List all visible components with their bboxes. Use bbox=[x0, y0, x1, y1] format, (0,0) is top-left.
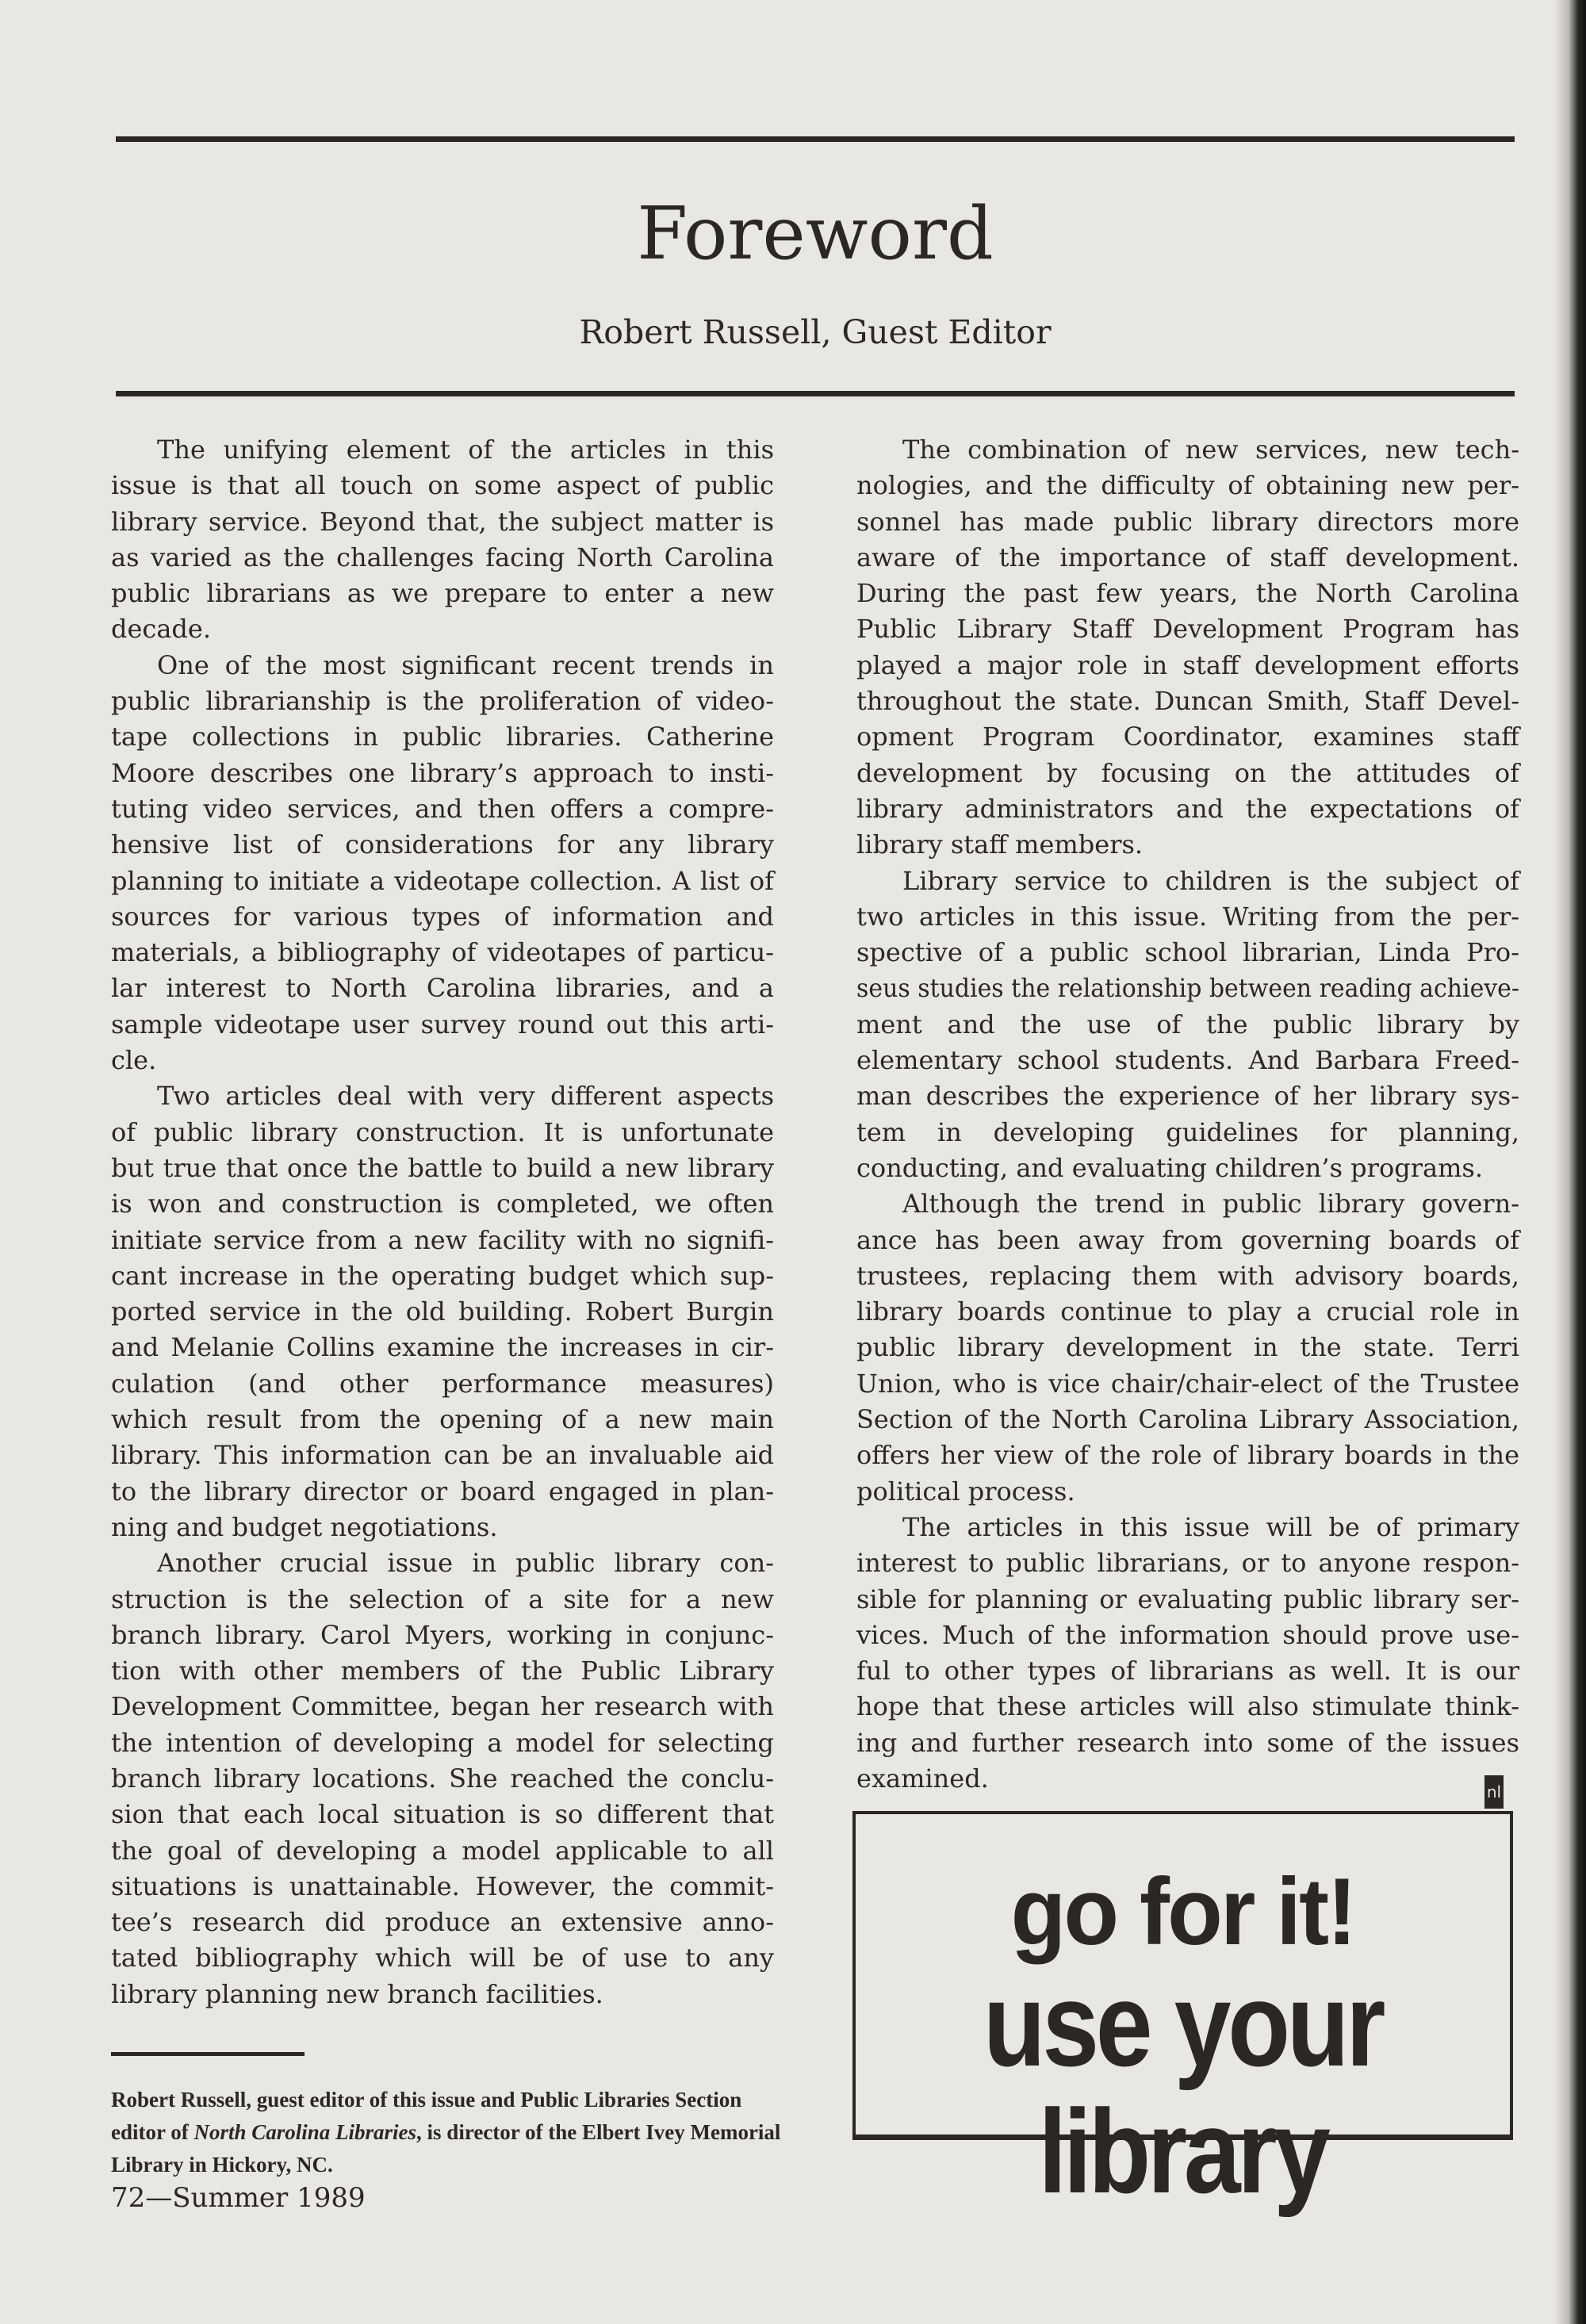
paragraph-line: The combination of new services, new tech- bbox=[902, 435, 1519, 465]
paragraph-line: the goal of developing a model applicable to all bbox=[111, 1835, 774, 1866]
paragraph-line: which result from the opening of a new main bbox=[111, 1404, 774, 1435]
footnote-text: Robert Russell, guest editor of this issue and Public Libraries Section editor of bbox=[111, 2088, 742, 2144]
paragraph-line: situations is unattainable. However, the commit- bbox=[111, 1870, 774, 1901]
paragraph-line: branch library. Carol Myers, working in conjunc- bbox=[111, 1619, 774, 1650]
paragraph-line: is won and construction is completed, we often bbox=[111, 1189, 774, 1219]
paragraph-line: ance has been away from governing boards of bbox=[856, 1224, 1519, 1255]
paragraph-line: tem in developing guidelines for planning, bbox=[856, 1116, 1519, 1147]
paragraph-line: ported service in the old building. Robert Burgin bbox=[111, 1296, 774, 1327]
paragraph-line: ning and budget negotiations. bbox=[111, 1511, 498, 1542]
paragraph-line: sion that each local situation is so different that bbox=[111, 1799, 774, 1830]
paragraph-line: but true that once the battle to build a new library bbox=[111, 1152, 774, 1183]
paragraph-line: tee’s research did produce an extensive anno- bbox=[111, 1907, 774, 1938]
ad-tagline: use your library bbox=[983, 1958, 1383, 2218]
footnote-rule bbox=[111, 2052, 305, 2056]
top-rule bbox=[116, 136, 1515, 142]
paragraph-line: sources for various types of information and bbox=[111, 901, 774, 932]
paragraph-line: branch library locations. She reached the conclu- bbox=[111, 1763, 774, 1794]
paragraph-line: two articles in this issue. Writing from the per- bbox=[856, 901, 1519, 932]
paragraph-line: During the past few years, the North Carolina bbox=[856, 578, 1519, 609]
paragraph-line: offers her view of the role of library boards in the bbox=[856, 1440, 1519, 1471]
paragraph-line: played a major role in staff development efforts bbox=[856, 649, 1519, 680]
paragraph-line: The articles in this issue will be of primary bbox=[902, 1511, 1519, 1542]
paragraph-line: spective of a public school librarian, Linda Pro- bbox=[856, 937, 1519, 968]
paragraph-line: vices. Much of the information should prove use- bbox=[856, 1619, 1519, 1650]
paragraph-line: examined. bbox=[856, 1763, 989, 1794]
page-edge-shadow bbox=[1554, 0, 1586, 2324]
page-footer: 72—Summer 1989 bbox=[111, 2182, 366, 2214]
footnote-text-end: , is director of the Elbert Ivey Memorial Library in Hickory, NC. bbox=[111, 2120, 781, 2177]
paragraph-line: of public library construction. It is unfortunate bbox=[111, 1116, 774, 1147]
paragraph-line: library. This information can be an invaluable aid bbox=[111, 1440, 774, 1471]
paragraph-line: tated bibliography which will be of use to any bbox=[111, 1943, 774, 1974]
paragraph-line: public librarians as we prepare to enter a new bbox=[111, 578, 774, 609]
page-title: Foreword bbox=[637, 191, 994, 276]
paragraph-line: struction is the selection of a site for a new bbox=[111, 1583, 774, 1614]
paragraph-line: Another crucial issue in public library con- bbox=[157, 1548, 774, 1579]
paragraph-line: and Melanie Collins examine the increases in cir- bbox=[111, 1332, 774, 1363]
paragraph-line: public library development in the state. Terri bbox=[856, 1332, 1519, 1363]
paragraph-line: elementary school students. And Barbara Freed- bbox=[856, 1045, 1519, 1076]
paragraph-line: Two articles deal with very different aspects bbox=[157, 1081, 774, 1112]
paragraph-line: library planning new branch facilities. bbox=[111, 1978, 603, 2009]
paragraph-line: as varied as the challenges facing North Carolina bbox=[111, 542, 774, 572]
paragraph-line: aware of the importance of staff development. bbox=[856, 542, 1519, 572]
paragraph-line: interest to public librarians, or to anyone respon- bbox=[856, 1548, 1519, 1579]
paragraph-line: to the library director or board engaged in plan- bbox=[111, 1476, 774, 1507]
paragraph-line: the intention of developing a model for selecting bbox=[111, 1727, 774, 1758]
paragraph-line: tion with other members of the Public Library bbox=[111, 1656, 774, 1687]
paragraph-line: hensive list of considerations for any library bbox=[111, 829, 774, 860]
paragraph-line: sample videotape user survey round out this arti- bbox=[111, 1009, 774, 1039]
paragraph-line: decade. bbox=[111, 614, 212, 645]
paragraph-line: lar interest to North Carolina libraries, and a bbox=[111, 973, 774, 1004]
paragraph-line: Library service to children is the subject of bbox=[902, 865, 1519, 896]
right-column bbox=[856, 432, 1519, 1797]
paragraph-line: cle. bbox=[111, 1045, 157, 1076]
paragraph-line: library boards continue to play a crucial role in bbox=[856, 1296, 1519, 1327]
header-bottom-rule bbox=[116, 391, 1515, 396]
paragraph-line: planning to initiate a videotape collection. A list of bbox=[111, 865, 774, 896]
paragraph-line: The unifying element of the articles in this bbox=[157, 435, 774, 465]
left-column bbox=[111, 432, 774, 2012]
author-footnote bbox=[111, 2084, 793, 2181]
paragraph-line: materials, a bibliography of videotapes of particu- bbox=[111, 937, 774, 968]
paragraph-line: sible for planning or evaluating public library ser- bbox=[856, 1583, 1519, 1614]
paragraph-line: Section of the North Carolina Library Association, bbox=[856, 1404, 1519, 1435]
paragraph-line: throughout the state. Duncan Smith, Staff Devel- bbox=[856, 686, 1519, 717]
library-advertisement-box bbox=[852, 1811, 1513, 2218]
paragraph-line: One of the most significant recent trends in bbox=[157, 649, 774, 680]
paragraph-line: Public Library Staff Development Program has bbox=[856, 614, 1519, 645]
paragraph-line: library staff members. bbox=[856, 829, 1144, 860]
end-of-article-mark-icon: nl bbox=[1484, 1775, 1504, 1809]
paragraph-line: man describes the experience of her library sys- bbox=[856, 1081, 1519, 1112]
paragraph-line: public librarianship is the proliferation of video- bbox=[111, 686, 774, 717]
paragraph-line: ment and the use of the public library by bbox=[856, 1009, 1519, 1039]
paragraph-line: ing and further research into some of the issues bbox=[856, 1727, 1519, 1758]
ad-headline: go for it! bbox=[1010, 1859, 1355, 1965]
paragraph-line: culation (and other performance measures) bbox=[111, 1368, 774, 1399]
paragraph-line: Development Committee, began her research with bbox=[111, 1691, 774, 1722]
paragraph-line: Moore describes one library’s approach to insti- bbox=[111, 757, 774, 788]
paragraph-line: Union, who is vice chair/chair-elect of the Trustee bbox=[856, 1368, 1519, 1399]
byline: Robert Russell, Guest Editor bbox=[579, 313, 1052, 351]
paragraph-line: trustees, replacing them with advisory boards, bbox=[856, 1260, 1519, 1291]
paragraph-line: nologies, and the difficulty of obtaining new per- bbox=[856, 470, 1519, 501]
paragraph-line: library administrators and the expectations of bbox=[856, 793, 1519, 824]
paragraph-line: political process. bbox=[856, 1476, 1075, 1507]
paragraph-line: sonnel has made public library directors more bbox=[856, 506, 1519, 537]
footnote-journal: North Carolina Libraries bbox=[193, 2120, 417, 2144]
paragraph-line: cant increase in the operating budget which sup- bbox=[111, 1260, 774, 1291]
paragraph-line: tuting video services, and then offers a compre- bbox=[111, 793, 774, 824]
paragraph-line: hope that these articles will also stimulate think- bbox=[856, 1691, 1519, 1722]
paragraph-line: tape collections in public libraries. Catherine bbox=[111, 722, 774, 752]
paragraph-line: opment Program Coordinator, examines staff bbox=[856, 722, 1519, 752]
paragraph-line: initiate service from a new facility with no signifi- bbox=[111, 1224, 774, 1255]
paragraph-line: library service. Beyond that, the subject matter is bbox=[111, 506, 774, 537]
paragraph-line: seus studies the relationship between reading achieve- bbox=[856, 973, 1519, 1004]
paragraph-line: ful to other types of librarians as well. It is our bbox=[856, 1656, 1519, 1687]
paragraph-line: Although the trend in public library govern- bbox=[902, 1189, 1519, 1219]
paragraph-line: development by focusing on the attitudes of bbox=[856, 757, 1519, 788]
paragraph-line: conducting, and evaluating children’s programs. bbox=[856, 1152, 1483, 1183]
paragraph-line: issue is that all touch on some aspect of public bbox=[111, 470, 774, 501]
